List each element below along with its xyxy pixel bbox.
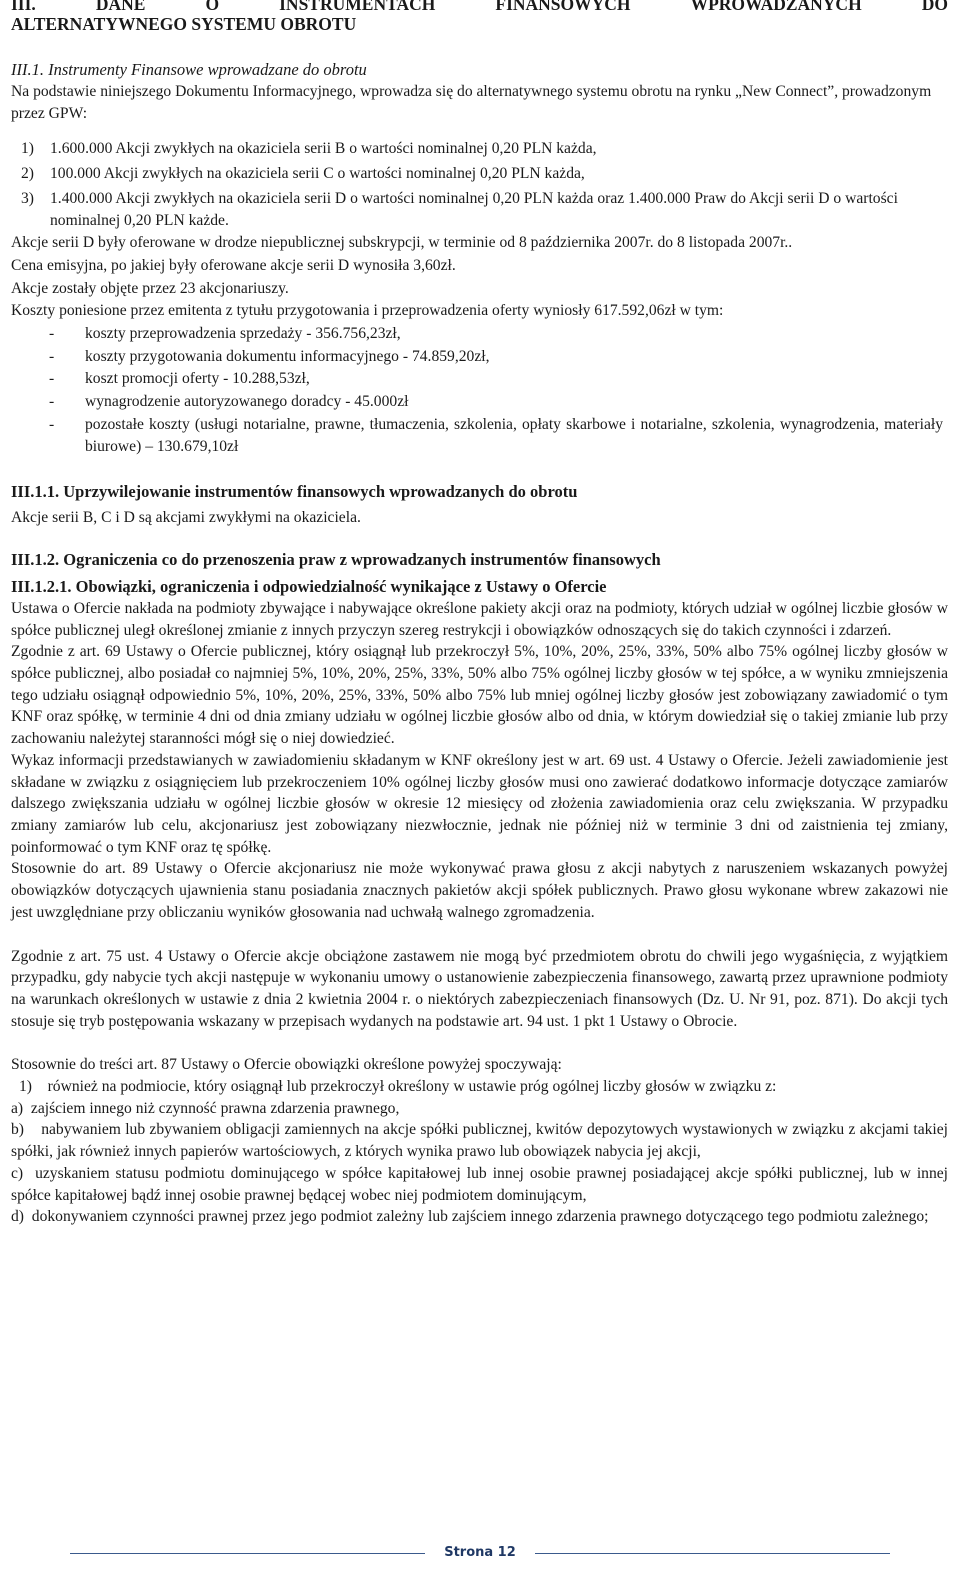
paragraph: Ustawa o Ofercie nakłada na podmioty zbywające i nabywające określone pakiety akcji oraz na podmioty, których udział w ogólnej liczbie głosów w spółce publicznej uległ określonej zmianie z innych przyczyn szereg restrykcji i obowiązków odnoszących się do takich czynności i zdarzeń. — [11, 599, 948, 639]
cost-list — [11, 323, 948, 457]
paragraph: Zgodnie z art. 75 ust. 4 Ustawy o Ofercie akcje obciążone zastawem nie mogą być przedmiotem obrotu do chwili jego wygaśnięcia, z wyjątkiem przypadku, gdy nabycie tych akcji następuje w wykonaniu umowy o ustanowienie zabezpieczenia finansowego, zawartą przez uprawnione podmioty na warunkach określonych w ustawie z dnia 2 kwietnia 2004 r. o niektórych zabezpieczeniach finansowych (Dz. U. Nr 91, poz. 871). Do akcji tych stosuje się tryb postępowania wskazany w przepisach wydanych na podstawie art. 94 ust. 1 pkt 1 Ustawy o Obrocie. — [11, 947, 948, 1030]
dash-marker: - — [49, 370, 55, 388]
section-title-iii1: III.1. Instrumenty Finansowe wprowadzane do obrotu — [11, 60, 367, 79]
list-item-text: pozostałe koszty (usługi notarialne, prawne, tłumaczenia, szkolenia, opłaty skarbowe i notarialne, szkolenia, wynagrodzenia, materiały biurowe) – 130.679,10zł — [85, 415, 943, 455]
dash-marker: - — [49, 393, 55, 411]
page-footer — [0, 1546, 960, 1568]
chapter-heading — [11, 0, 948, 34]
dash-marker: - — [49, 347, 55, 365]
list-item-text: koszt promocji oferty - 10.288,53zł, — [85, 370, 310, 388]
list-item — [11, 414, 948, 457]
paragraph: Akcje serii B, C i D są akcjami zwykłymi na okaziciela. — [11, 509, 361, 527]
list-item-number: 1) — [21, 140, 34, 158]
dash-marker: - — [49, 325, 55, 343]
chapter-heading-line-1 — [11, 0, 948, 14]
chapter-heading-line-2: ALTERNATYWNEGO SYSTEMU OBROTU — [11, 14, 357, 34]
paragraph: a) zajściem innego niż czynność prawna zdarzenia prawnego, — [11, 1099, 400, 1117]
section-title-iii12: III.1.2. Ograniczenia co do przenoszenia praw z wprowadzanych instrumentów finansowych — [11, 549, 661, 569]
list-item-text: koszty przygotowania dokumentu informacyjnego - 74.859,20zł, — [85, 347, 490, 365]
paragraph: Koszty poniesione przez emitenta z tytułu przygotowania i przeprowadzenia oferty wyniosły 617.592,06zł w tym: — [11, 302, 724, 320]
section-title-iii11: III.1.1. Uprzywilejowanie instrumentów finansowych wprowadzanych do obrotu — [11, 482, 578, 502]
page-number: Strona 12 — [425, 1545, 535, 1560]
chapter-word: DANE — [95, 0, 146, 14]
dash-marker: - — [49, 415, 55, 433]
paragraph: Akcje zostały objęte przez 23 akcjonariuszy. — [11, 279, 289, 297]
chapter-word: FINANSOWYCH — [495, 0, 631, 14]
paragraph: Stosownie do art. 89 Ustawy o Ofercie akcjonariusz nie może wykonywać prawa głosu z akcji nabytych z naruszeniem wskazanych powyżej obowiązków dotyczących ujawnienia stanu posiadania znacznych pakietów akcji spółek publicznych. Prawo głosu wykonane wbrew zakazowi nie jest uwzględniane przy obliczaniu wyników głosowania nad uchwałą walnego zgromadzenia. — [11, 860, 948, 921]
list-item — [11, 368, 948, 390]
list-item — [11, 346, 948, 368]
list-item-text: 1.400.000 Akcji zwykłych na okaziciela serii D o wartości nominalnej 0,20 PLN każda oraz 1.400.000 Praw do Akcji serii D o wartości nominalnej 0,20 PLN każde. — [50, 189, 898, 229]
list-item-text: koszty przeprowadzenia sprzedaży - 356.756,23zł, — [85, 325, 401, 343]
paragraph: c) uzyskaniem statusu podmiotu dominującego w spółce kapitałowej lub innej osobie prawnej posiadającej akcje spółki publicznej, lub w innej spółce kapitałowej bądź innej osobie prawnej będącej wobec niej podmiotem dominującym, — [11, 1164, 952, 1204]
list-item-text: wynagrodzenie autoryzowanego doradcy - 45.000zł — [85, 393, 409, 411]
list-item — [11, 163, 948, 185]
list-item — [11, 188, 948, 231]
paragraph: Cena emisyjna, po jakiej były oferowane akcje serii D wynosiła 3,60zł. — [11, 256, 456, 274]
list-item-text: 1.600.000 Akcji zwykłych na okaziciela serii B o wartości nominalnej 0,20 PLN każda, — [50, 140, 597, 158]
chapter-word: INSTRUMENTACH — [279, 0, 436, 14]
paragraph: b) nabywaniem lub zbywaniem obligacji zamiennych na akcje spółki publicznej, kwitów depozytowych wystawionych w związku z akcjami takiej spółki, jak również innych papierów wartościowych, z których wynika prawo lub obowiązek nabycia jej akcji, — [11, 1121, 952, 1161]
list-item — [11, 138, 948, 160]
list-item — [11, 323, 948, 345]
list-item-text: 100.000 Akcji zwykłych na okaziciela serii C o wartości nominalnej 0,20 PLN każda, — [50, 165, 585, 183]
chapter-word: DO — [921, 0, 948, 14]
chapter-word: III. — [11, 0, 36, 14]
paragraph: Zgodnie z art. 69 Ustawy o Ofercie publicznej, który osiągnął lub przekroczył 5%, 10%, 20%, 25%, 33%, 50% albo 75% ogólnej liczby głosów w spółce publicznej, albo posiadał co najmniej 5%, 10%, 20%, 25%, 33%, 50% albo 75% ogólnej liczby głosów w tej spółce, a w wyniku zmniejszenia tego udziału osiągnął odpowiednio 5%, 10%, 20%, 25%, 33%, 50% albo 75% lub mniej ogólnej liczby głosów jest zobowiązany zawiadomić o tym KNF oraz spółkę, w terminie 4 dni od dnia zmiany udziału w ogólnej liczbie głosów albo od dnia, w którym dowiedział się o takiej zmianie lub przy zachowaniu należytej staranności mógł się o niej dowiedzieć. — [11, 643, 948, 748]
paragraph: Akcje serii D były oferowane w drodze niepublicznej subskrypcji, w terminie od 8 października 2007r. do 8 listopada 2007r.. — [11, 234, 793, 252]
chapter-word: WPROWADZANYCH — [690, 0, 862, 14]
paragraph: d) dokonywaniem czynności prawnej przez jego podmiot zależny lub zajściem innego zdarzenia prawnego dotyczącego tego podmiotu zależnego; — [11, 1208, 929, 1226]
instrument-list — [11, 138, 948, 231]
section-title-iii121: III.1.2.1. Obowiązki, ograniczenia i odpowiedzialność wynikające z Ustawy o Ofercie — [11, 576, 607, 596]
list-item-number: 3) — [21, 189, 34, 207]
list-item — [11, 391, 948, 413]
paragraph: 1) również na podmiocie, który osiągnął lub przekroczył określony w ustawie próg ogólnej liczby głosów w związku z: — [19, 1078, 777, 1096]
section-intro: Na podstawie niniejszego Dokumentu Informacyjnego, wprowadza się do alternatywnego systemu obrotu na rynku „New Connect”, prowadzonym przez GPW: — [11, 83, 932, 122]
paragraph: Wykaz informacji przedstawianych w zawiadomieniu składanym w KNF określony jest w art. 69 ust. 4 Ustawy o Ofercie. Jeżeli zawiadomienie jest składane w związku z osiągnięciem lub przekroczeniem 10% ogólnej liczby głosów musi ono zawierać dodatkowo informacje dotyczące zamiarów dalszego zwiększania udziału w ogólnej liczbie głosów w okresie 12 miesięcy od złożenia zawiadomienia oraz celu zwiększania. W przypadku zmiany zamiarów lub celu, akcjonariusz jest zobowiązany niezwłocznie, jednak nie później niż w terminie 3 dni od zaistnienia tej zmiany, poinformować o tym KNF oraz tę spółkę. — [11, 751, 948, 856]
list-item-number: 2) — [21, 165, 34, 183]
chapter-word: O — [205, 0, 220, 14]
paragraph: Stosownie do treści art. 87 Ustawy o Ofercie obowiązki określone powyżej spoczywają: — [11, 1056, 562, 1074]
